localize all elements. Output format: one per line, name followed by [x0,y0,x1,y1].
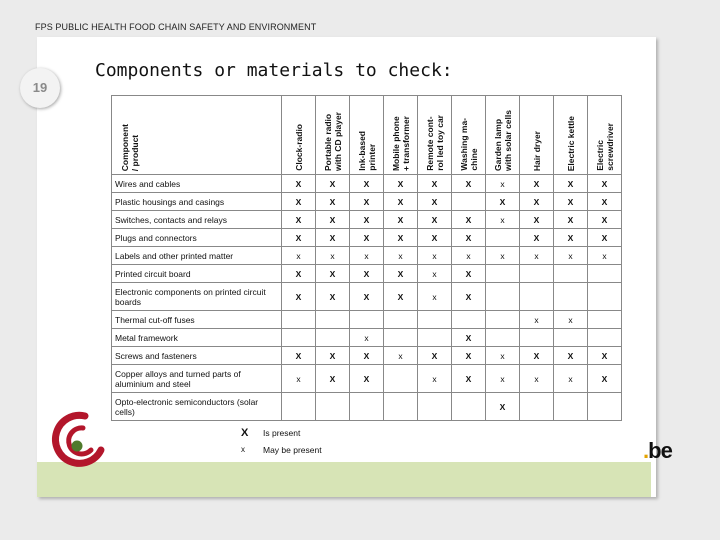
component-label: Electronic components on printed circuit boards [112,283,282,311]
column-header-label: Electric kettle [565,115,576,171]
slide-title: Components or materials to check: [95,60,453,81]
presence-mark: x [384,247,418,265]
presence-mark: x [418,265,452,283]
presence-mark: X [418,211,452,229]
presence-mark: X [384,229,418,247]
presence-mark: X [384,211,418,229]
presence-mark: X [486,393,520,421]
presence-mark: X [350,283,384,311]
presence-mark [452,311,486,329]
presence-mark: X [418,229,452,247]
column-header [520,96,554,175]
column-header [282,96,316,175]
presence-mark: X [588,193,622,211]
presence-mark: x [316,247,350,265]
column-header-label: Mobile phone + transformer [390,115,411,171]
table-row [112,393,622,421]
presence-mark: X [588,229,622,247]
table-row [112,193,622,211]
logo-dot: . [643,438,649,463]
presence-mark: X [452,175,486,193]
table-header-row [112,96,622,175]
presence-mark: X [282,229,316,247]
table-row [112,211,622,229]
column-header-label: Washing ma- chine [458,118,479,171]
column-header [452,96,486,175]
column-header-label: Portable radio with CD player [322,111,343,171]
column-header [418,96,452,175]
presence-mark: X [554,347,588,365]
component-label: Labels and other printed matter [112,247,282,265]
presence-mark: X [520,175,554,193]
presence-mark: x [486,365,520,393]
presence-mark: X [350,265,384,283]
component-label: Wires and cables [112,175,282,193]
presence-mark: x [554,365,588,393]
header-title: FPS PUBLIC HEALTH FOOD CHAIN SAFETY AND ENVIRONMENT [35,22,317,32]
presence-mark [316,329,350,347]
presence-mark: x [554,311,588,329]
presence-mark [486,229,520,247]
column-header-label: Hair dryer [531,130,542,171]
column-header-label: Remote cont- rol led toy car [424,115,445,171]
presence-mark: X [418,347,452,365]
presence-mark: X [350,347,384,365]
presence-mark: X [316,265,350,283]
presence-mark: X [588,347,622,365]
presence-mark: X [554,229,588,247]
presence-mark: X [452,211,486,229]
component-label: Thermal cut-off fuses [112,311,282,329]
presence-mark: x [418,283,452,311]
column-header [486,96,520,175]
table-row [112,311,622,329]
column-header [350,96,384,175]
presence-mark: X [554,193,588,211]
component-label: Opto-electronic semiconductors (solar cells) [112,393,282,421]
presence-mark [520,393,554,421]
presence-mark: X [520,347,554,365]
legend [241,424,322,458]
presence-mark [588,265,622,283]
presence-mark: X [316,347,350,365]
components-table [111,95,622,421]
presence-mark: X [452,347,486,365]
presence-mark [316,393,350,421]
presence-mark: X [384,175,418,193]
presence-mark: X [316,211,350,229]
presence-mark: X [282,193,316,211]
presence-mark [588,311,622,329]
presence-mark: X [486,193,520,211]
presence-mark [418,393,452,421]
presence-mark: X [452,229,486,247]
column-header-component [112,96,282,175]
table-row [112,329,622,347]
presence-mark: X [350,175,384,193]
presence-mark: X [350,211,384,229]
presence-mark: x [418,247,452,265]
presence-mark: x [486,175,520,193]
presence-mark [418,329,452,347]
presence-mark [282,311,316,329]
presence-mark: X [316,365,350,393]
presence-mark: x [520,311,554,329]
component-label: Copper alloys and turned parts of aluminium and steel [112,365,282,393]
footer-bar [37,462,651,497]
presence-mark [350,393,384,421]
presence-mark [554,283,588,311]
presence-mark: X [520,193,554,211]
table-row [112,229,622,247]
page-number: 19 [20,68,60,108]
presence-mark [588,393,622,421]
presence-mark [282,393,316,421]
column-header [554,96,588,175]
component-label: Plugs and connectors [112,229,282,247]
presence-mark [486,265,520,283]
presence-mark [588,283,622,311]
presence-mark: x [588,247,622,265]
presence-mark: X [282,211,316,229]
presence-mark: x [350,247,384,265]
presence-mark: X [384,265,418,283]
presence-mark: X [520,229,554,247]
presence-mark: X [384,283,418,311]
presence-mark: X [282,283,316,311]
presence-mark: X [316,229,350,247]
presence-mark [452,193,486,211]
column-header-label: Component / product [120,123,140,171]
presence-mark: x [520,247,554,265]
presence-mark: x [452,247,486,265]
component-label: Printed circuit board [112,265,282,283]
presence-mark: x [486,347,520,365]
presence-mark: X [452,283,486,311]
presence-mark: X [316,283,350,311]
component-label: Switches, contacts and relays [112,211,282,229]
column-header-label: Ink-based printer [356,131,377,171]
presence-mark [350,311,384,329]
legend-text: May be present [263,444,322,455]
presence-mark: X [520,211,554,229]
presence-mark: x [384,347,418,365]
component-label: Metal framework [112,329,282,347]
presence-mark: X [350,193,384,211]
presence-mark: x [486,211,520,229]
table-row [112,265,622,283]
presence-mark: x [520,365,554,393]
presence-mark [486,329,520,347]
presence-mark [486,283,520,311]
presence-mark: X [588,365,622,393]
presence-mark: x [282,247,316,265]
fps-logo-icon [47,410,107,470]
table-row [112,347,622,365]
presence-mark: x [282,365,316,393]
table-body [112,175,622,421]
presence-mark [554,265,588,283]
legend-text: Is present [263,427,301,438]
component-label: Plastic housings and casings [112,193,282,211]
column-header [316,96,350,175]
presence-mark [418,311,452,329]
presence-mark: X [554,175,588,193]
presence-mark [588,329,622,347]
column-header [588,96,622,175]
presence-mark: x [418,365,452,393]
legend-item [241,424,322,441]
presence-mark: X [384,193,418,211]
table-row [112,283,622,311]
presence-mark: X [418,193,452,211]
legend-item [241,441,322,458]
presence-mark [384,393,418,421]
presence-mark [520,265,554,283]
presence-mark: x [486,247,520,265]
table-row [112,365,622,393]
presence-mark [282,329,316,347]
presence-mark: X [316,193,350,211]
presence-mark: X [452,265,486,283]
presence-mark: X [588,175,622,193]
column-header [384,96,418,175]
presence-mark: x [350,329,384,347]
table-row [112,247,622,265]
presence-mark [554,329,588,347]
presence-mark [520,329,554,347]
presence-mark: X [282,175,316,193]
presence-mark: X [452,329,486,347]
presence-mark: X [588,211,622,229]
presence-mark: X [418,175,452,193]
presence-mark: X [554,211,588,229]
presence-mark [316,311,350,329]
presence-mark: X [350,365,384,393]
presence-mark: x [554,247,588,265]
presence-mark: X [452,365,486,393]
presence-mark [452,393,486,421]
table-row [112,175,622,193]
logo-text: be [648,438,672,463]
presence-mark: X [282,265,316,283]
column-header-label: Clock-radio [293,124,304,171]
column-header-label: Garden lamp with solar cells [492,110,513,171]
presence-mark [384,365,418,393]
component-label: Screws and fasteners [112,347,282,365]
column-header-label: Electric screwdriver [594,123,615,171]
presence-mark [554,393,588,421]
presence-mark: X [350,229,384,247]
presence-mark [384,311,418,329]
legend-symbol: x [241,445,245,454]
presence-mark [486,311,520,329]
belgium-logo [643,438,672,464]
presence-mark [384,329,418,347]
presence-mark [520,283,554,311]
legend-symbol: X [241,426,249,439]
presence-mark: X [316,175,350,193]
presence-mark: X [282,347,316,365]
